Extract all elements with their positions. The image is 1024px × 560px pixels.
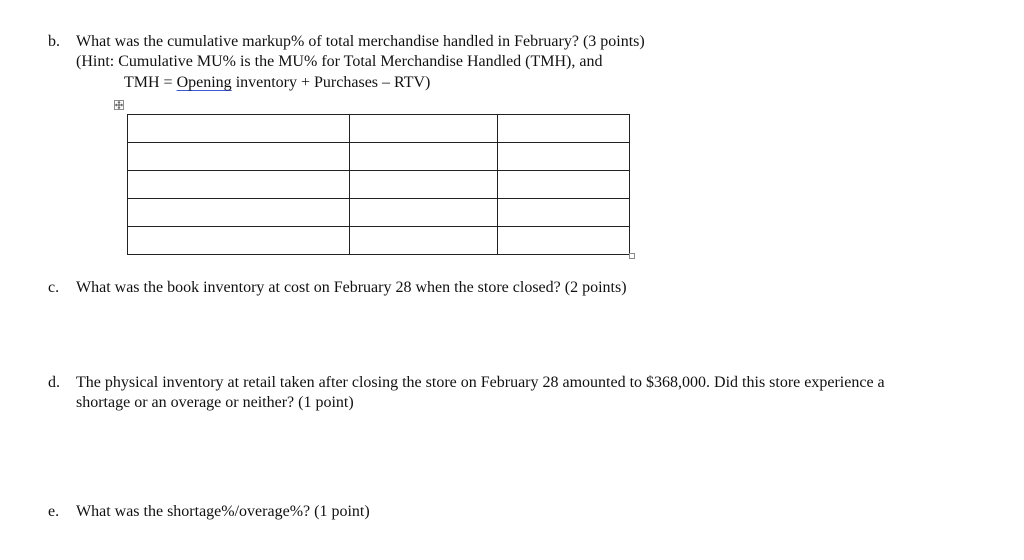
table-cell[interactable] xyxy=(128,199,350,227)
table-cell[interactable] xyxy=(498,227,630,255)
table-move-handle[interactable] xyxy=(114,100,124,110)
table-row xyxy=(128,143,630,171)
opening-underlined-word[interactable]: Opening xyxy=(176,74,232,91)
table-cell[interactable] xyxy=(498,171,630,199)
question-e-line-1: What was the shortage%/overage%? (1 point) xyxy=(76,503,370,520)
table-cell[interactable] xyxy=(350,171,498,199)
table-cell[interactable] xyxy=(128,227,350,255)
answer-table xyxy=(127,114,630,255)
table-row xyxy=(128,115,630,143)
table-row xyxy=(128,227,630,255)
question-b-line-3-suffix: inventory + Purchases – RTV) xyxy=(231,74,431,91)
question-b-line-3 xyxy=(124,73,430,93)
table-cell[interactable] xyxy=(498,115,630,143)
table-cell[interactable] xyxy=(350,227,498,255)
question-d-line-1: The physical inventory at retail taken after closing the store on February 28 amounted to $368,000. Did this store experience a xyxy=(76,374,885,391)
question-b-line-1: What was the cumulative markup% of total merchandise handled in February? (3 points) xyxy=(76,33,645,50)
table-row xyxy=(128,199,630,227)
question-b-line-3-prefix: TMH = xyxy=(124,74,177,91)
question-e-label: e. xyxy=(48,503,60,520)
table-cell[interactable] xyxy=(498,199,630,227)
table-cell[interactable] xyxy=(350,199,498,227)
question-d-line-2: shortage or an overage or neither? (1 point) xyxy=(76,394,354,411)
question-b-label: b. xyxy=(48,33,60,50)
table-resize-handle[interactable] xyxy=(629,253,635,259)
table-cell[interactable] xyxy=(128,171,350,199)
table-cell[interactable] xyxy=(350,143,498,171)
table-cell[interactable] xyxy=(128,143,350,171)
table-cell[interactable] xyxy=(498,143,630,171)
question-c-label: c. xyxy=(48,279,60,296)
question-b-line-2: (Hint: Cumulative MU% is the MU% for Total Merchandise Handled (TMH), and xyxy=(76,53,603,70)
table-cell[interactable] xyxy=(350,115,498,143)
move-arrows-icon xyxy=(115,101,123,109)
question-d-label: d. xyxy=(48,374,60,391)
table-row xyxy=(128,171,630,199)
table-cell[interactable] xyxy=(128,115,350,143)
question-c-line-1: What was the book inventory at cost on February 28 when the store closed? (2 points) xyxy=(76,279,627,296)
